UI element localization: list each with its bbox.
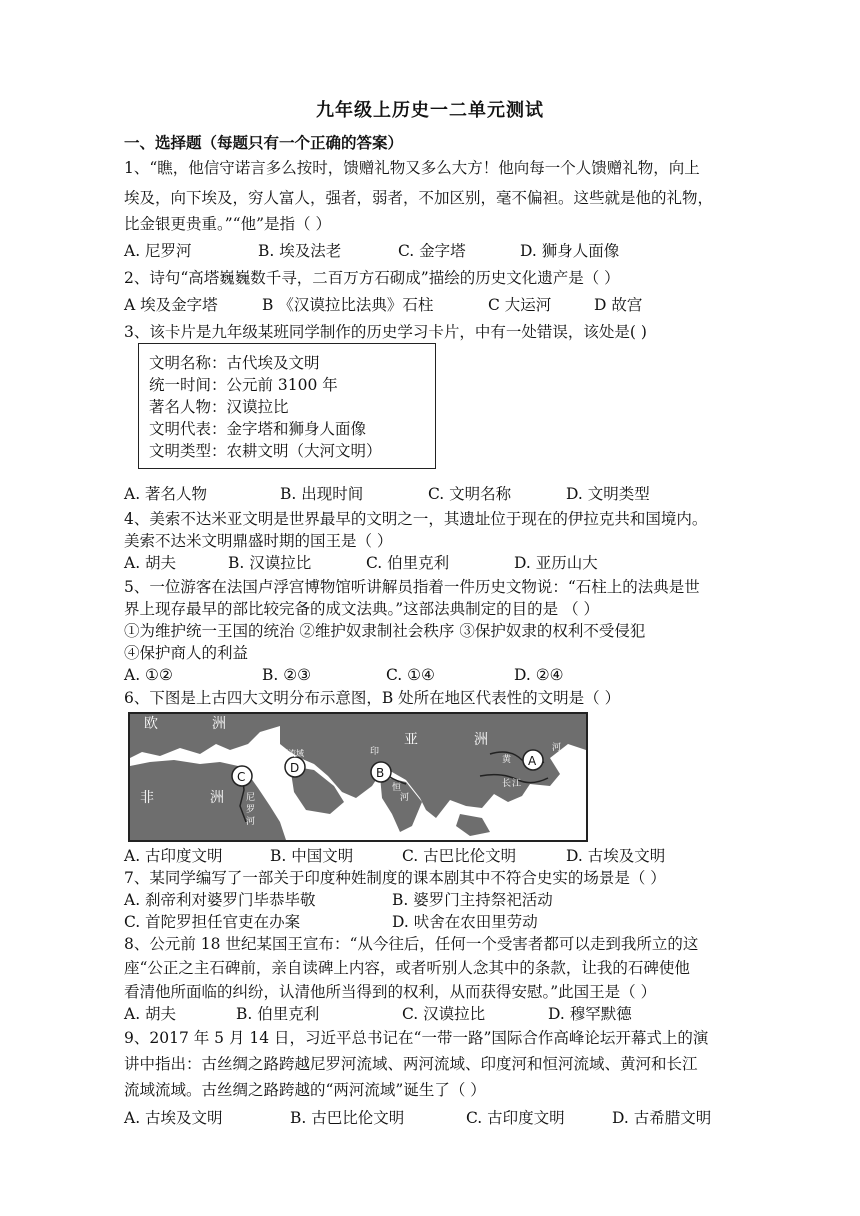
map-label: 黄: [502, 755, 512, 765]
q9-line-1: 9、2017 年 5 月 14 日，习近平总书记在“一带一路”国际合作高峰论坛开幕式上的演: [124, 1029, 709, 1047]
q7-line-1: 7、某同学编写了一部关于印度种姓制度的课本剧其中不符合史实的场景是（ ）: [124, 869, 666, 887]
map-label: 罗: [246, 805, 256, 815]
q2-option-c: C 大运河: [488, 296, 552, 314]
q1-option-c: C. 金字塔: [398, 242, 466, 260]
card-line: 著名人物：汉谟拉比: [149, 398, 289, 416]
q5-option-d: D. ②④: [514, 666, 564, 684]
q7-option-d: D. 吠舍在农田里劳动: [392, 913, 538, 931]
q6-option-c: C. 古巴比伦文明: [402, 847, 517, 865]
q1-line-3: 比金银更贵重。”“他”是指（ ）: [124, 215, 331, 233]
q8-line-1: 8、公元前 18 世纪某国王宣布：“从今往后，任何一个受害者都可以走到我所立的这: [124, 935, 699, 953]
q6-line-1: 6、下图是上古四大文明分布示意图，B 处所在地区代表性的文明是（ ）: [124, 689, 621, 707]
q3-option-a: A. 著名人物: [124, 485, 208, 503]
q8-line-3: 看清他所面临的纠纷，认清他所当得到的权利，从而获得安慰。”此国王是（ ）: [124, 983, 657, 1001]
q5-option-b: B. ②③: [262, 666, 312, 684]
map-drawing: [130, 714, 586, 840]
map-label: 长: [502, 779, 512, 789]
marker-b-label: B: [376, 766, 385, 780]
q8-option-d: D. 穆罕默德: [548, 1005, 632, 1023]
q3-option-c: C. 文明名称: [428, 485, 512, 503]
q4-option-c: C. 伯里克利: [366, 554, 450, 572]
q8-option-a: A. 胡夫: [124, 1005, 177, 1023]
q5-option-c: C. ①④: [386, 666, 435, 684]
q5-line-2: 界上现存最早的部比较完备的成文法典。”这部法典制定的目的是 （ ）: [124, 600, 600, 618]
q7-option-b: B. 婆罗门主持祭祀活动: [392, 891, 553, 909]
card-line: 文明名称：古代埃及文明: [149, 354, 320, 372]
map-label: 洲: [474, 732, 488, 748]
q1-option-a: A. 尼罗河: [124, 242, 192, 260]
four-civilizations-map: [128, 712, 588, 842]
marker-d-label: D: [290, 761, 300, 775]
map-label: 欧: [144, 716, 158, 732]
q4-option-b: B. 汉谟拉比: [228, 554, 312, 572]
q5-option-a: A. ①②: [124, 666, 173, 684]
q9-option-a: A. 古埃及文明: [124, 1109, 223, 1127]
map-label: 河: [552, 743, 562, 753]
map-label: 河: [246, 817, 256, 827]
q2-line-1: 2、诗句“高塔巍巍数千寻，二百万方石砌成”描绘的历史文化遗产是（ ）: [124, 269, 620, 287]
q9-option-b: B. 古巴比伦文明: [290, 1109, 405, 1127]
page-title: 九年级上历史一二单元测试: [316, 100, 544, 121]
q3-line-1: 3、该卡片是九年级某班同学制作的历史学习卡片，中有一处错误，该处是( ): [124, 323, 647, 341]
map-label: 江: [512, 779, 522, 789]
q4-line-1: 4、美索不达米亚文明是世界最早的文明之一，其遗址位于现在的伊拉克共和国境内。: [124, 510, 708, 528]
q9-option-c: C. 古印度文明: [466, 1109, 565, 1127]
section-heading: 一、选择题（每题只有一个正确的答案）: [124, 134, 404, 152]
southeast-islands: [456, 814, 490, 836]
map-label: 亚: [404, 732, 418, 748]
card-line: 文明类型：农耕文明（大河文明）: [149, 442, 382, 460]
q7-option-a: A. 刹帝利对婆罗门毕恭毕敬: [124, 891, 316, 909]
q4-option-d: D. 亚历山大: [514, 554, 598, 572]
q6-option-d: D. 古埃及文明: [566, 847, 666, 865]
q1-line-2: 埃及，向下埃及，穷人富人，强者，弱者，不加区别，毫不偏袒。这些就是他的礼物，: [124, 189, 714, 207]
map-label: 尼: [246, 793, 256, 803]
q1-line-1: 1、“瞧，他信守诺言多么按时，馈赠礼物又多么大方！他向每一个人馈赠礼物，向上: [124, 159, 700, 177]
map-label: 河: [400, 793, 410, 803]
q1-option-d: D. 狮身人面像: [520, 242, 620, 260]
q5-line-1: 5、一位游客在法国卢浮宫博物馆听讲解员指着一件历史文物说：“石柱上的法典是世: [124, 578, 700, 596]
q6-option-b: B. 中国文明: [270, 847, 354, 865]
map-label: 恒: [392, 783, 402, 793]
q7-option-c: C. 首陀罗担任官吏在办案: [124, 913, 301, 931]
card-line: 文明代表：金字塔和狮身人面像: [149, 420, 367, 438]
map-label: 洲: [212, 716, 226, 732]
q8-option-b: B. 伯里克利: [236, 1005, 320, 1023]
q4-line-2: 美索不达米文明鼎盛时期的国王是（ ）: [124, 532, 393, 550]
q1-option-b: B. 埃及法老: [258, 242, 342, 260]
study-card: [138, 343, 436, 469]
q5-line-3: ①为维护统一王国的统治 ②维护奴隶制社会秩序 ③保护奴隶的权利不受侵犯: [124, 622, 646, 640]
q9-line-2: 讲中指出：古丝绸之路跨越尼罗河流域、两河流域、印度河和恒河流域、黄河和长江: [124, 1055, 698, 1073]
q2-option-a: A 埃及金字塔: [124, 296, 218, 314]
map-label: 洲: [210, 790, 224, 806]
q9-line-3: 流域流域。古丝绸之路跨越的“两河流域”诞生了（ ）: [124, 1081, 486, 1099]
marker-c-label: C: [237, 770, 246, 784]
q8-line-2: 座“公正之主石碑前，亲自读碑上内容，或者听别人念其中的条款，让我的石碑使他: [124, 959, 690, 977]
q6-option-a: A. 古印度文明: [124, 847, 223, 865]
marker-a-label: A: [528, 754, 537, 768]
q3-option-b: B. 出现时间: [280, 485, 364, 503]
map-label: 两河流域: [272, 749, 304, 758]
map-label: 印: [370, 747, 380, 757]
q2-option-d: D 故宫: [594, 296, 643, 314]
map-label: 非: [140, 790, 154, 806]
q4-option-a: A. 胡夫: [124, 554, 177, 572]
q9-option-d: D. 古希腊文明: [612, 1109, 712, 1127]
q2-option-b: B 《汉谟拉比法典》石柱: [262, 296, 434, 314]
q8-option-c: C. 汉谟拉比: [402, 1005, 486, 1023]
q5-line-4: ④保护商人的利益: [124, 644, 249, 662]
q3-option-d: D. 文明类型: [566, 485, 650, 503]
card-line: 统一时间：公元前 3100 年: [149, 376, 338, 394]
